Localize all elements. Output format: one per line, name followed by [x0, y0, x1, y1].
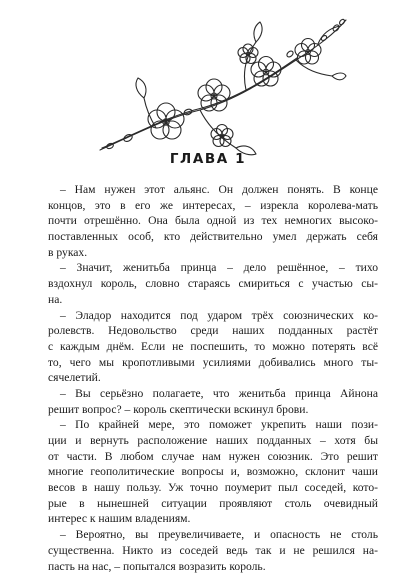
- text-line: сячелетий.: [48, 370, 378, 386]
- text-line: то, чего мы кропотливыми усилиями добивались много ты-: [48, 355, 378, 371]
- text-line: рые в нынешней ситуации проявляют столь очевидный: [48, 496, 378, 512]
- text-line: поставленных особ, кто действительно умел держать себя: [48, 229, 378, 245]
- text-line: от части. В любом случае нам нужен союзник. Это решит: [48, 449, 378, 465]
- text-line: весов в нашу пользу. Уж точно поумерит пыл соседей, кото-: [48, 480, 378, 496]
- body-text: [48, 182, 378, 574]
- text-line: – Вероятно, вы преувеличиваете, и опасность не столь: [48, 527, 378, 543]
- text-line: на.: [48, 292, 378, 308]
- text-line: ролевств. Недовольство среди наших подданных растёт: [48, 323, 378, 339]
- cherry-blossom-branch-icon: [96, 14, 348, 160]
- text-line: интерес к нашим владениям.: [48, 511, 378, 527]
- text-line: решит вопрос? – король скептически вскинул брови.: [48, 402, 378, 418]
- chapter-title: ГЛАВА 1: [0, 151, 416, 167]
- text-line: – Вы серьёзно полагаете, что женитьба принца Айнона: [48, 386, 378, 402]
- text-line: с каждым днём. Если не поспешить, то можно потерять всё: [48, 339, 378, 355]
- text-line: ции и вернуть расположение наших подданных – хотя бы: [48, 433, 378, 449]
- text-line: в руках.: [48, 245, 378, 261]
- text-line: почти отрешённо. Она была одной из тех немногих высоко-: [48, 213, 378, 229]
- text-line: – Значит, женитьба принца – дело решённое, – тихо: [48, 260, 378, 276]
- text-line: – Нам нужен этот альянс. Он должен понять. В конце: [48, 182, 378, 198]
- text-line: концов, это в его же интересах, – изрекла королева-мать: [48, 198, 378, 214]
- text-line: пасть на нас, – попытался возразить король.: [48, 559, 378, 574]
- text-line: – Эладор находится под ударом трёх союзнических ко-: [48, 308, 378, 324]
- text-line: вздохнул король, словно стараясь смириться с участью сы-: [48, 276, 378, 292]
- text-line: – По крайней мере, это поможет укрепить наши пози-: [48, 417, 378, 433]
- text-line: многие геополитические вопросы и, возможно, склонит чаши: [48, 464, 378, 480]
- text-line: существенна. Никто из соседей ведь так и не решился на-: [48, 543, 378, 559]
